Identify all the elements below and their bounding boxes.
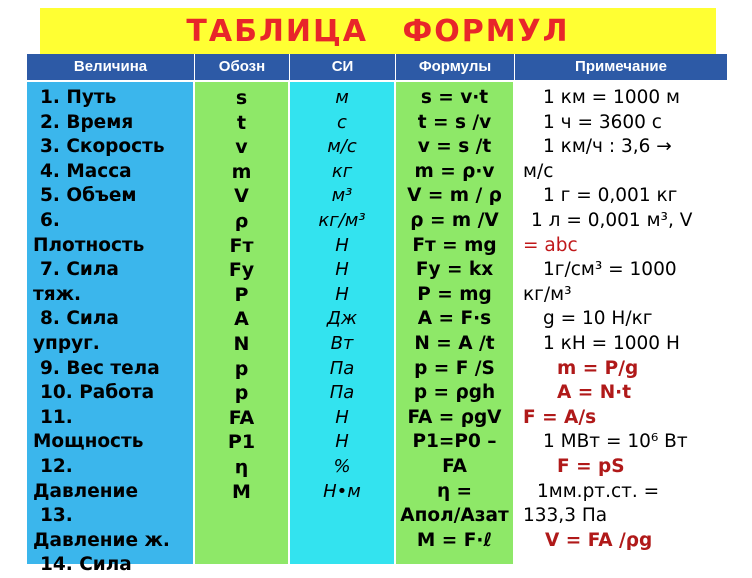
- notes-column: [515, 82, 727, 564]
- formula-cell: P = mg: [417, 283, 492, 305]
- note-cell: 1 л = 0,001 м³, V: [531, 209, 693, 231]
- symbol-column: [195, 82, 288, 564]
- title-banner: [40, 8, 716, 54]
- unit-cell: Па: [329, 357, 355, 379]
- unit-cell: кг/м³: [318, 209, 366, 231]
- symbol-cell: η: [234, 455, 249, 478]
- note-cell: 1г/см³ = 1000: [543, 259, 677, 281]
- symbol-cell: s: [235, 87, 248, 109]
- unit-cell: кг: [331, 160, 353, 182]
- formula-cell: FA = ρgV: [407, 406, 502, 428]
- note-cell: 133,3 Па: [523, 505, 608, 527]
- note-cell: кг/м³: [523, 283, 572, 305]
- unit-cell: с: [337, 111, 347, 133]
- note-cell: F = pS: [557, 455, 625, 477]
- formula-cell: η =: [436, 480, 473, 502]
- formula-cell: s = v·t: [420, 87, 489, 108]
- symbol-cell: A: [234, 308, 249, 331]
- formula-cell: Fу = kx: [415, 259, 494, 281]
- quantity-cell: 14. Сила: [40, 554, 132, 576]
- formula-cell: V = m / ρ: [407, 185, 502, 207]
- unit-cell: Па: [329, 382, 355, 404]
- unit-cell: Н: [335, 234, 349, 256]
- quantity-cell: 4. Масса: [40, 160, 132, 182]
- symbol-cell: Fт: [229, 234, 254, 257]
- formula-column: [396, 82, 513, 564]
- quantity-cell: Мощность: [33, 431, 144, 453]
- unit-cell: Н•м: [323, 480, 361, 502]
- unit-cell: Вт: [330, 332, 354, 354]
- symbol-cell: P1: [227, 431, 256, 454]
- note-cell: 1 кН = 1000 Н: [543, 332, 680, 354]
- symbol-cell: v: [235, 136, 248, 159]
- symbol-cell: Fу: [228, 259, 255, 282]
- symbol-cell: m: [231, 160, 252, 183]
- note-cell: = abc: [523, 234, 578, 256]
- quantity-cell: 12.: [40, 455, 73, 477]
- note-cell: 1 км = 1000 м: [543, 87, 680, 108]
- unit-cell: м/с: [327, 136, 357, 158]
- formula-cell: m = ρ·v: [414, 160, 495, 182]
- quantity-cell: 2. Время: [40, 111, 134, 133]
- formula-cell: p = ρgh: [413, 382, 496, 404]
- note-cell: м/с: [523, 160, 554, 182]
- note-cell: 1 г = 0,001 кг: [543, 185, 678, 207]
- header-formulas: Формулы: [396, 54, 515, 80]
- header-si: СИ: [290, 54, 396, 80]
- formula-cell: Fт = mg: [412, 234, 497, 256]
- note-cell: A = N·t: [557, 382, 632, 404]
- quantity-cell: 11.: [40, 406, 73, 428]
- formula-cell: FA: [442, 455, 467, 477]
- quantity-cell: 7. Сила: [40, 259, 119, 281]
- formula-cell: t = s /v: [417, 111, 492, 133]
- formula-cell: p = F /S: [414, 357, 495, 379]
- quantity-cell: 8. Сила: [40, 308, 119, 330]
- formula-cell: M = F·ℓ: [416, 529, 493, 551]
- unit-cell: Дж: [326, 308, 358, 330]
- page-title: ТАБЛИЦА ФОРМУЛ: [186, 14, 570, 49]
- formula-cell: Aпол/Aзат: [400, 505, 509, 527]
- symbol-cell: p: [234, 357, 249, 380]
- symbol-cell: FA: [228, 406, 255, 429]
- quantity-cell: тяж.: [33, 283, 82, 305]
- note-cell: V = FA /ρg: [545, 529, 653, 551]
- si-column: [290, 82, 394, 564]
- quantity-column: [27, 82, 193, 576]
- quantity-cell: 6.: [40, 209, 60, 231]
- unit-cell: Н: [335, 283, 349, 305]
- symbol-cell: M: [232, 480, 251, 503]
- header-quantity: Величина: [27, 54, 195, 80]
- formula-cell: ρ = m /V: [410, 209, 499, 231]
- note-cell: m = P/g: [557, 357, 639, 379]
- quantity-cell: Давление: [33, 480, 139, 502]
- note-cell: 1 МВт = 10⁶ Вт: [543, 431, 688, 453]
- symbol-cell: p: [234, 382, 249, 405]
- quantity-cell: Давление ж.: [33, 529, 170, 551]
- note-cell: F = A/s: [523, 406, 597, 428]
- unit-cell: Н: [335, 259, 349, 281]
- note-cell: 1мм.рт.ст. =: [537, 480, 660, 502]
- header-symbol: Обозн: [195, 54, 290, 80]
- quantity-cell: 10. Работа: [40, 382, 155, 404]
- quantity-cell: 9. Вес тела: [40, 357, 160, 379]
- quantity-cell: 13.: [40, 505, 73, 527]
- formula-cell: N = A /t: [414, 332, 495, 354]
- note-cell: g = 10 Н/кг: [543, 308, 653, 330]
- symbol-cell: P: [234, 283, 249, 306]
- unit-cell: Н: [335, 406, 349, 428]
- unit-cell: Н: [335, 431, 349, 453]
- quantity-cell: 1. Путь: [40, 87, 117, 108]
- note-cell: 1 ч = 3600 с: [543, 111, 662, 133]
- symbol-cell: t: [236, 111, 247, 134]
- quantity-cell: 3. Скорость: [40, 136, 165, 158]
- unit-cell: м: [335, 87, 349, 108]
- quantity-cell: Плотность: [33, 234, 145, 256]
- quantity-cell: упруг.: [33, 332, 100, 354]
- note-cell: 1 км/ч : 3,6 →: [543, 136, 672, 158]
- formula-cell: v = s /t: [417, 136, 492, 158]
- symbol-cell: V: [234, 185, 249, 208]
- unit-cell: %: [333, 455, 351, 477]
- formula-cell: A = F·s: [417, 308, 492, 330]
- header-notes: Примечание: [515, 54, 727, 80]
- unit-cell: м³: [331, 185, 353, 207]
- quantity-cell: 5. Объем: [40, 185, 137, 207]
- symbol-cell: ρ: [234, 209, 249, 232]
- symbol-cell: N: [233, 332, 250, 355]
- formula-cell: P1=P0 –: [412, 431, 497, 453]
